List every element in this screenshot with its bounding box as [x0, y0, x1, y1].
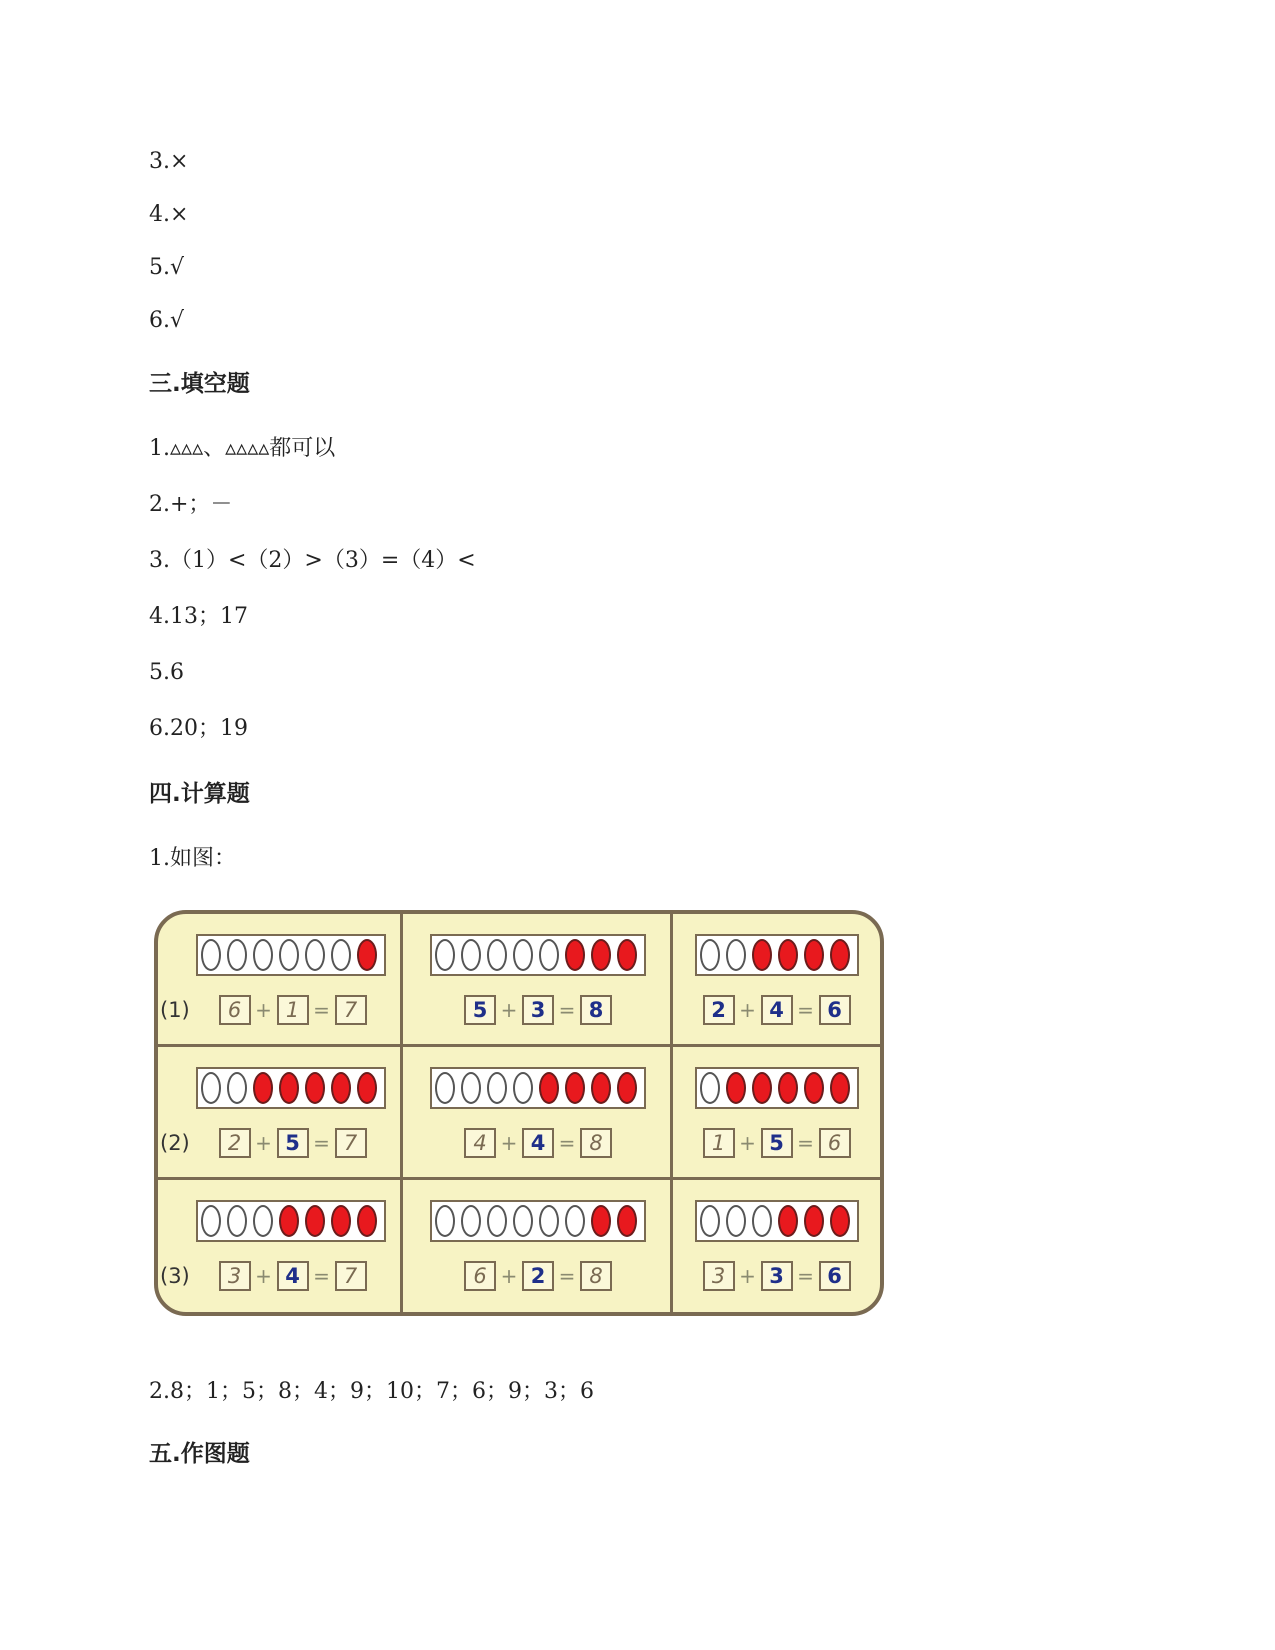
number-box: 4 — [761, 995, 793, 1025]
number-box: 7 — [335, 1261, 367, 1291]
number-box: 6 — [819, 995, 851, 1025]
empty-oval — [513, 939, 533, 971]
operator: + — [500, 1131, 518, 1155]
number-box: 6 — [464, 1261, 496, 1291]
red-oval — [804, 1205, 824, 1237]
red-oval — [830, 1072, 850, 1104]
red-oval — [804, 939, 824, 971]
empty-oval — [513, 1072, 533, 1104]
equation — [219, 1127, 367, 1159]
red-oval — [331, 1205, 351, 1237]
equation — [464, 1127, 612, 1159]
empty-oval — [227, 1072, 247, 1104]
operator: + — [500, 998, 518, 1022]
ten-frame-figure — [154, 910, 884, 1316]
empty-oval — [253, 1205, 273, 1237]
red-oval — [565, 939, 585, 971]
section-heading-fill-blank: 三.填空题 — [149, 371, 250, 397]
oval-frame — [430, 934, 646, 976]
empty-oval — [726, 939, 746, 971]
red-oval — [279, 1205, 299, 1237]
empty-oval — [201, 1072, 221, 1104]
number-box: 1 — [277, 995, 309, 1025]
fill-answer-4: 4.13；17 — [149, 604, 248, 629]
red-oval — [752, 1072, 772, 1104]
oval-frame — [196, 1200, 386, 1242]
empty-oval — [487, 1205, 507, 1237]
empty-oval — [279, 939, 299, 971]
empty-oval — [305, 939, 325, 971]
number-box: 3 — [703, 1261, 735, 1291]
number-box: 2 — [522, 1261, 554, 1291]
figure-cell — [673, 914, 880, 1047]
red-oval — [539, 1072, 559, 1104]
fill-answer-5: 5.6 — [149, 660, 184, 685]
number-box: 8 — [580, 1261, 612, 1291]
oval-frame — [430, 1200, 646, 1242]
operator: + — [255, 1264, 272, 1288]
number-box: 5 — [277, 1128, 309, 1158]
empty-oval — [435, 1205, 455, 1237]
equation — [464, 1260, 612, 1292]
empty-oval — [539, 939, 559, 971]
red-oval — [778, 939, 798, 971]
operator: = — [797, 1264, 814, 1288]
red-oval — [830, 939, 850, 971]
red-oval — [279, 1072, 299, 1104]
number-box: 4 — [464, 1128, 496, 1158]
equation — [219, 994, 367, 1026]
red-oval — [305, 1072, 325, 1104]
empty-oval — [700, 1072, 720, 1104]
empty-oval — [227, 1205, 247, 1237]
answer-4: 4.× — [149, 202, 189, 227]
red-oval — [617, 1205, 637, 1237]
empty-oval — [253, 939, 273, 971]
red-oval — [752, 939, 772, 971]
figure-cell — [158, 1047, 403, 1180]
empty-oval — [487, 1072, 507, 1104]
operator: + — [255, 1131, 272, 1155]
row-label: (2) — [160, 1131, 190, 1155]
fill-answer-2: 2.+；－ — [149, 492, 233, 517]
oval-frame — [695, 1200, 859, 1242]
operator: + — [500, 1264, 518, 1288]
operator: + — [255, 998, 272, 1022]
operator: + — [739, 998, 756, 1022]
number-box: 7 — [335, 1128, 367, 1158]
empty-oval — [227, 939, 247, 971]
empty-oval — [461, 1205, 481, 1237]
calc-answer-1-intro: 1.如图： — [149, 846, 236, 871]
equation — [464, 994, 612, 1026]
number-box: 4 — [277, 1261, 309, 1291]
operator: = — [558, 1264, 576, 1288]
figure-cell — [158, 1180, 403, 1312]
fill-answer-1: 1.▵▵▵、▵▵▵▵都可以 — [149, 436, 336, 461]
fill-answer-6: 6.20；19 — [149, 716, 248, 741]
number-box: 8 — [580, 1128, 612, 1158]
figure-cell — [158, 914, 403, 1047]
empty-oval — [565, 1205, 585, 1237]
empty-oval — [487, 939, 507, 971]
number-box: 6 — [819, 1128, 851, 1158]
operator: = — [797, 998, 814, 1022]
figure-cell — [403, 1047, 673, 1180]
equation — [703, 994, 851, 1026]
number-box: 7 — [335, 995, 367, 1025]
equation — [219, 1260, 367, 1292]
empty-oval — [201, 939, 221, 971]
oval-frame — [695, 934, 859, 976]
red-oval — [591, 939, 611, 971]
empty-oval — [201, 1205, 221, 1237]
equation — [703, 1260, 851, 1292]
oval-frame — [196, 1067, 386, 1109]
red-oval — [726, 1072, 746, 1104]
number-box: 1 — [703, 1128, 735, 1158]
empty-oval — [435, 939, 455, 971]
number-box: 6 — [219, 995, 251, 1025]
operator: = — [313, 1131, 330, 1155]
red-oval — [830, 1205, 850, 1237]
red-oval — [305, 1205, 325, 1237]
number-box: 4 — [522, 1128, 554, 1158]
operator: + — [739, 1264, 756, 1288]
number-box: 6 — [819, 1261, 851, 1291]
red-oval — [253, 1072, 273, 1104]
red-oval — [565, 1072, 585, 1104]
oval-frame — [196, 934, 386, 976]
figure-cell — [673, 1047, 880, 1180]
red-oval — [591, 1072, 611, 1104]
oval-frame — [695, 1067, 859, 1109]
red-oval — [357, 1072, 377, 1104]
empty-oval — [461, 939, 481, 971]
answer-5: 5.√ — [149, 255, 185, 280]
row-label: (1) — [160, 998, 190, 1022]
number-box: 5 — [761, 1128, 793, 1158]
figure-cell — [673, 1180, 880, 1312]
number-box: 8 — [580, 995, 612, 1025]
number-box: 3 — [219, 1261, 251, 1291]
empty-oval — [435, 1072, 455, 1104]
operator: = — [313, 1264, 330, 1288]
answer-6: 6.√ — [149, 308, 185, 333]
equation — [703, 1127, 851, 1159]
red-oval — [617, 939, 637, 971]
empty-oval — [752, 1205, 772, 1237]
operator: + — [739, 1131, 756, 1155]
number-box: 3 — [522, 995, 554, 1025]
red-oval — [778, 1205, 798, 1237]
calc-answer-2: 2.8；1；5；8；4；9；10；7；6；9；3；6 — [149, 1379, 594, 1404]
number-box: 3 — [761, 1261, 793, 1291]
red-oval — [778, 1072, 798, 1104]
empty-oval — [513, 1205, 533, 1237]
figure-cell — [403, 914, 673, 1047]
answer-3: 3.× — [149, 149, 189, 174]
empty-oval — [461, 1072, 481, 1104]
oval-frame — [430, 1067, 646, 1109]
red-oval — [591, 1205, 611, 1237]
figure-cell — [403, 1180, 673, 1312]
red-oval — [804, 1072, 824, 1104]
red-oval — [617, 1072, 637, 1104]
number-box: 2 — [703, 995, 735, 1025]
empty-oval — [331, 939, 351, 971]
operator: = — [558, 998, 576, 1022]
operator: = — [313, 998, 330, 1022]
operator: = — [797, 1131, 814, 1155]
number-box: 2 — [219, 1128, 251, 1158]
red-oval — [331, 1072, 351, 1104]
number-box: 5 — [464, 995, 496, 1025]
empty-oval — [700, 1205, 720, 1237]
section-heading-calculation: 四.计算题 — [149, 781, 250, 807]
section-heading-drawing: 五.作图题 — [149, 1441, 250, 1467]
empty-oval — [726, 1205, 746, 1237]
fill-answer-3: 3.（1）<（2）>（3）=（4）< — [149, 548, 476, 573]
empty-oval — [539, 1205, 559, 1237]
empty-oval — [700, 939, 720, 971]
row-label: (3) — [160, 1264, 190, 1288]
operator: = — [558, 1131, 576, 1155]
red-oval — [357, 939, 377, 971]
red-oval — [357, 1205, 377, 1237]
